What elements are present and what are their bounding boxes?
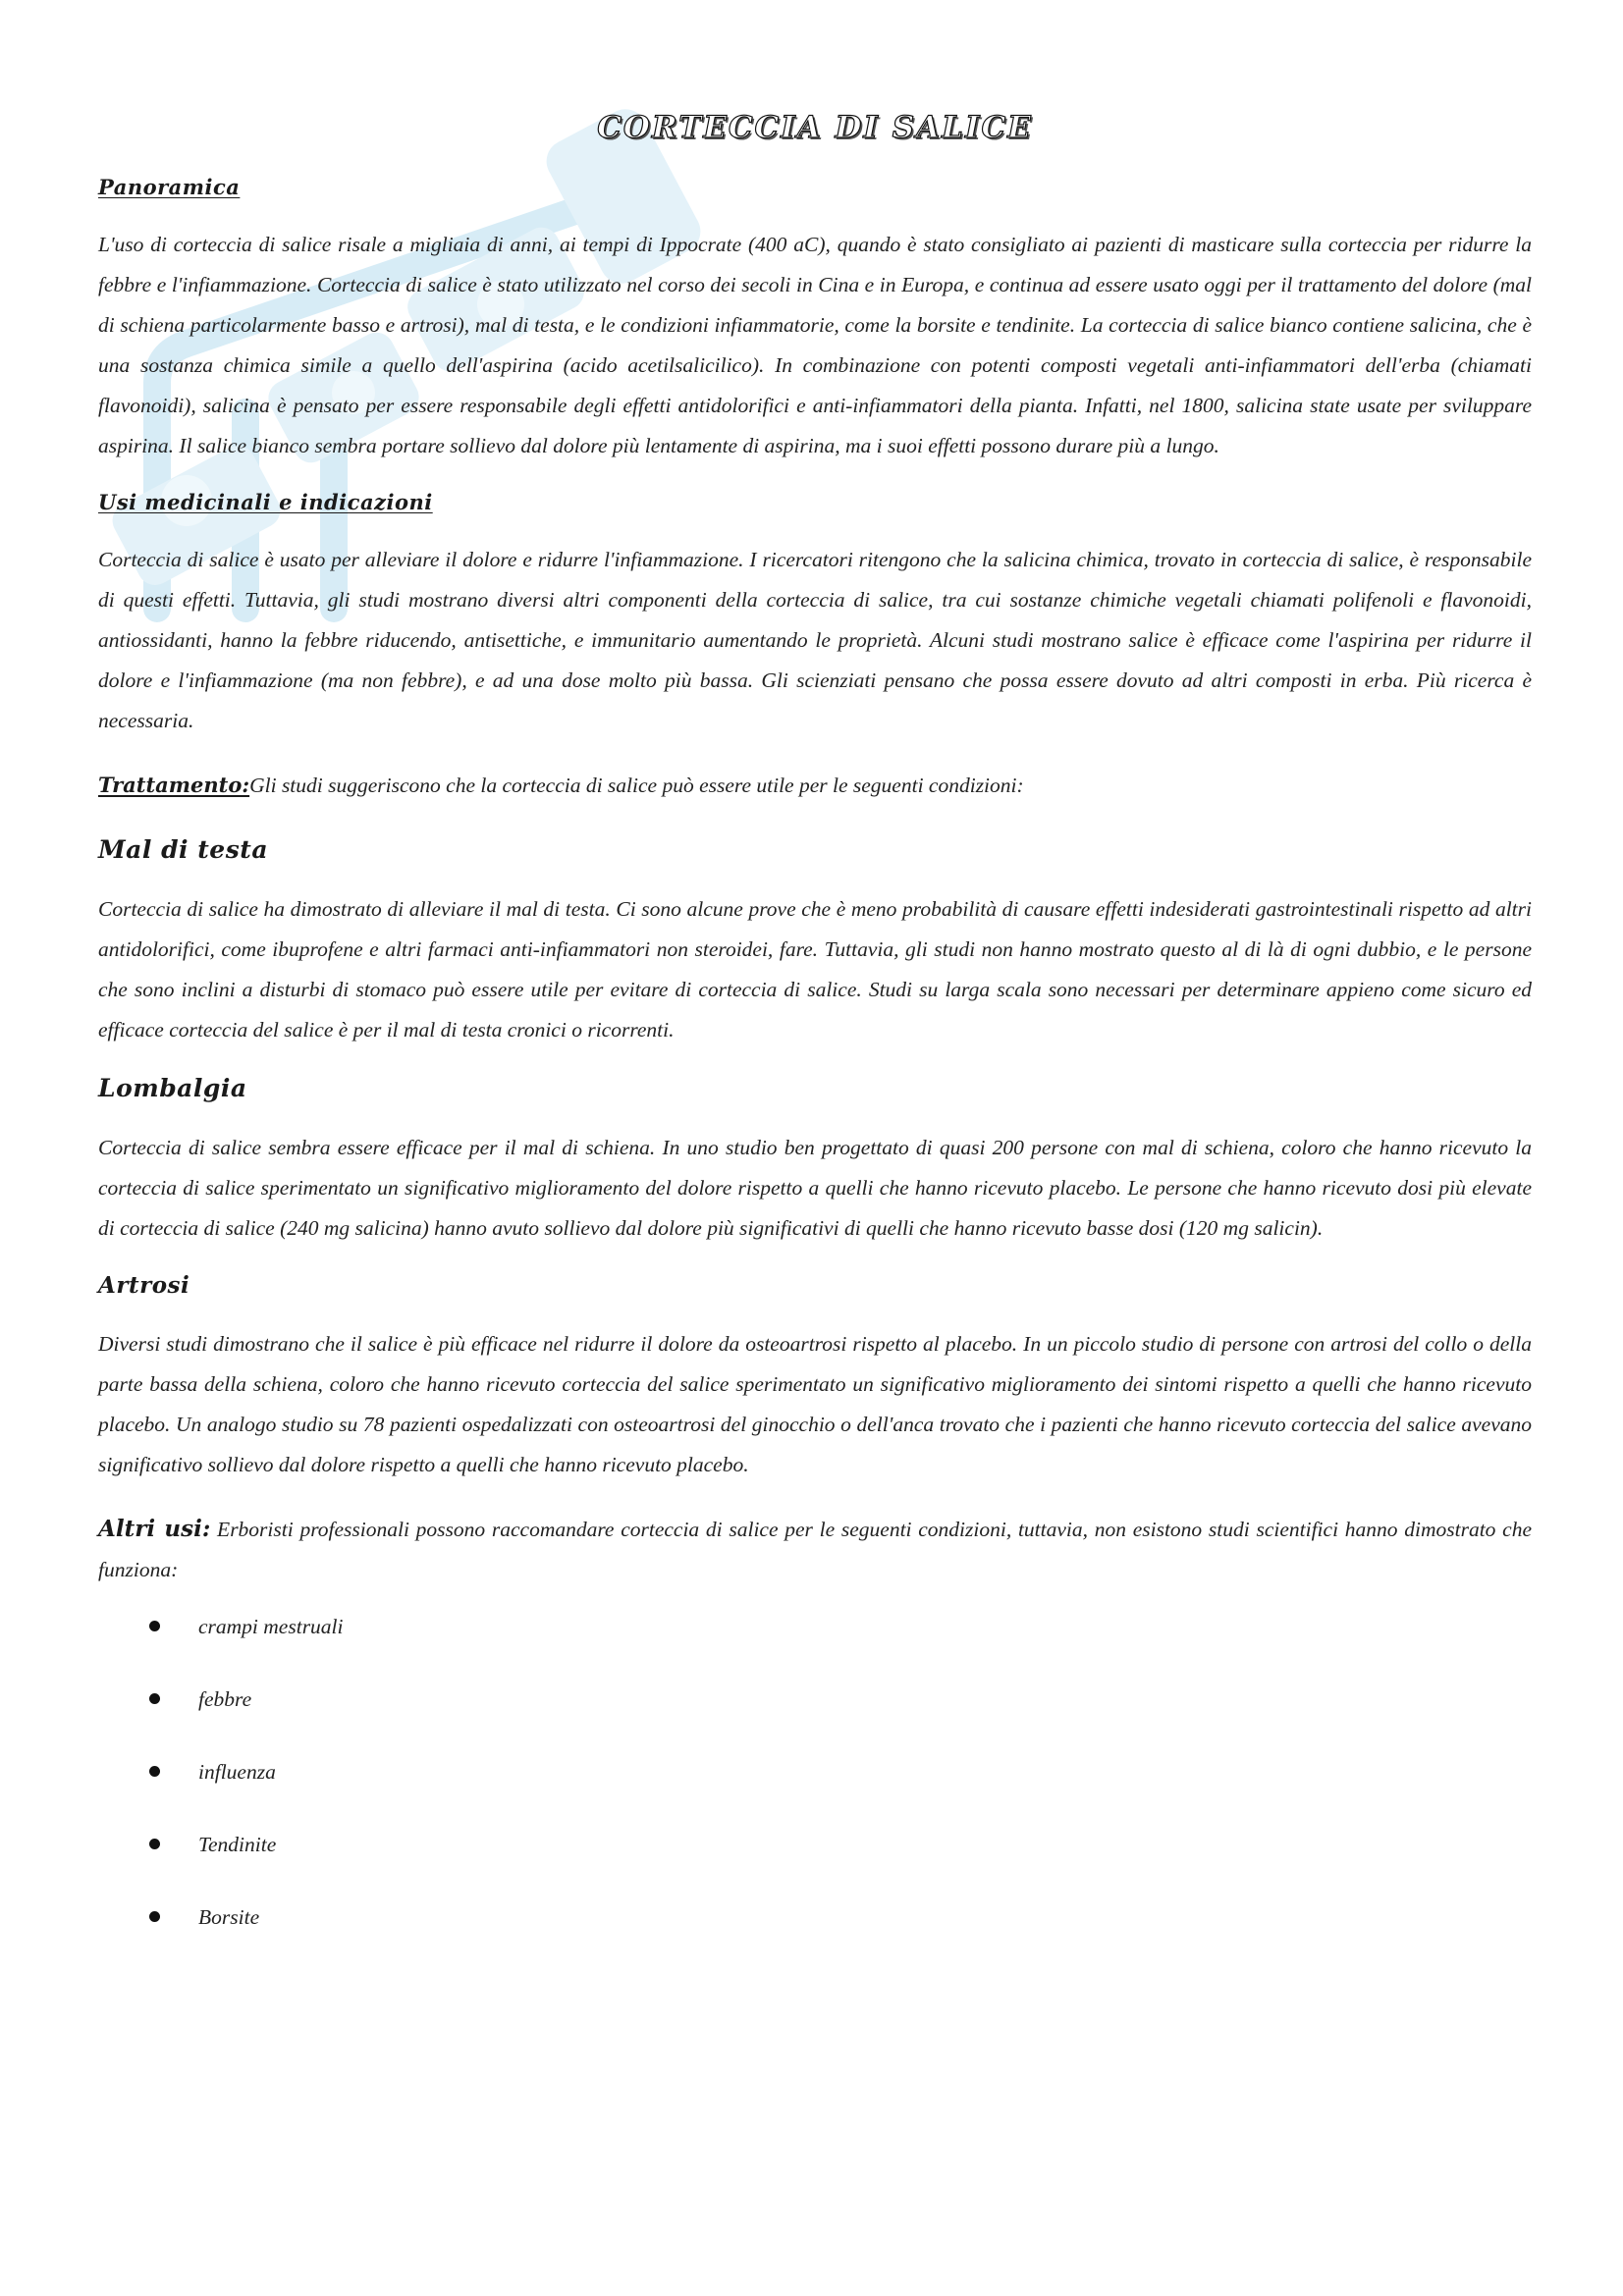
heading-usi-medicinali: Usi medicinali e indicazioni (98, 490, 433, 514)
paragraph-lombalgia: Corteccia di salice sembra essere efficace per il mal di schiena. In uno studio ben progettato di quasi 200 persone con mal di schiena, coloro che hanno ricevuto la corteccia di salice sperimentato un significativo miglioramento del dolore rispetto a quelli che hanno ricevuto placebo. Le persone che hanno ricevuto dosi più elevate di corteccia di salice (240 mg salicina) hanno avuto sollievo dal dolore più significativi di quelli che hanno ricevuto basse dosi (120 mg salicin). (98, 1136, 1532, 1240)
bullet-icon (149, 1621, 160, 1631)
list-item: febbre (98, 1684, 1532, 1757)
bullet-icon (149, 1693, 160, 1704)
altri-usi-text: Erboristi professionali possono raccomandare corteccia di salice per le seguenti condizioni, tuttavia, non esistono studi scientifici hanno dimostrato che funziona: (98, 1518, 1532, 1581)
list-item: Tendinite (98, 1830, 1532, 1902)
bullet-icon (149, 1839, 160, 1849)
document-content (98, 98, 1532, 1975)
trattamento-text: Gli studi suggeriscono che la corteccia di salice può essere utile per le seguenti condizioni: (249, 774, 1024, 797)
bullet-icon (149, 1766, 160, 1777)
bullet-icon (149, 1911, 160, 1922)
heading-mal-di-testa: Mal di testa (98, 835, 269, 864)
paragraph-mal-di-testa: Corteccia di salice ha dimostrato di alleviare il mal di testa. Ci sono alcune prove che è meno probabilità di causare effetti indesiderati gastrointestinali rispetto ad altri antidolorifici, come ibuprofene e altri farmaci anti-infiammatori non steroidei, fare. Tuttavia, gli studi non hanno mostrato questo al di là di ogni dubbio, e le persone che sono inclini a disturbi di stomaco può essere utile per evitare di corteccia di salice. Studi su larga scala sono necessari per determinare appieno come sicuro ed efficace corteccia del salice è per il mal di testa cronici o ricorrenti. (98, 897, 1532, 1041)
trattamento-line (98, 765, 1532, 806)
paragraph-artrosi: Diversi studi dimostrano che il salice è più efficace nel ridurre il dolore da osteoartrosi rispetto al placebo. In un piccolo studio di persone con artrosi del collo o della parte bassa della schiena, coloro che hanno ricevuto corteccia del salice sperimentato un significativo miglioramento dei sintomi rispetto a quelli che hanno ricevuto placebo. Un analogo studio su 78 pazienti ospedalizzati con osteoartrosi del ginocchio o dell'anca trovato che i pazienti che hanno ricevuto corteccia del salice avevano significativo sollievo dal dolore rispetto a quelli che hanno ricevuto placebo. (98, 1332, 1532, 1476)
list-item: crampi mestruali (98, 1612, 1532, 1684)
heading-artrosi: Artrosi (98, 1272, 190, 1299)
paragraph-usi-medicinali: Corteccia di salice è usato per alleviare il dolore e ridurre l'infiammazione. I ricercatori ritengono che la salicina chimica, trovato in corteccia di salice, è responsabile di questi effetti. Tuttavia, gli studi mostrano diversi altri componenti della corteccia di salice, tra cui sostanze chimiche vegetali chiamati polifenoli e flavonoidi, antiossidanti, hanno la febbre riducendo, antisettiche, e immunitario aumentando le proprietà. Alcuni studi mostrano salice è efficace come l'aspirina per ridurre il dolore e l'infiammazione (ma non febbre), e ad una dose molto più bassa. Gli scienziati pensano che possa essere dovuto ad altri composti in erba. Più ricerca è necessaria. (98, 548, 1532, 732)
altri-usi-line (98, 1509, 1532, 1590)
altri-usi-label: Altri usi: (98, 1516, 211, 1542)
document-title: CORTECCIA DI SALICE (597, 110, 1033, 145)
heading-panoramica: Panoramica (98, 175, 241, 199)
heading-lombalgia: Lombalgia (98, 1074, 247, 1102)
list-item: Borsite (98, 1902, 1532, 1975)
trattamento-label: Trattamento: (98, 773, 250, 797)
list-item: influenza (98, 1757, 1532, 1830)
paragraph-panoramica: L'uso di corteccia di salice risale a migliaia di anni, ai tempi di Ippocrate (400 aC), quando è stato consigliato ai pazienti di masticare sulla corteccia per ridurre la febbre e l'infiammazione. Corteccia di salice è stato utilizzato nel corso dei secoli in Cina e in Europa, e continua ad essere usato oggi per il trattamento del dolore (mal di schiena particolarmente basso e artrosi), mal di testa, e le condizioni infiammatorie, come la borsite e tendinite. La corteccia di salice bianco contiene salicina, che è una sostanza chimica simile a quello dell'aspirina (acido acetilsalicilico). In combinazione con potenti composti vegetali anti-infiammatori dell'erba (chiamati flavonoidi), salicina è pensato per essere responsabile degli effetti antidolorifici e anti-infiammatori della pianta. Infatti, nel 1800, salicina state usate per sviluppare aspirina. Il salice bianco sembra portare sollievo dal dolore più lentamente di aspirina, ma i suoi effetti possono durare più a lungo. (98, 233, 1532, 457)
conditions-list (98, 1612, 1532, 1975)
